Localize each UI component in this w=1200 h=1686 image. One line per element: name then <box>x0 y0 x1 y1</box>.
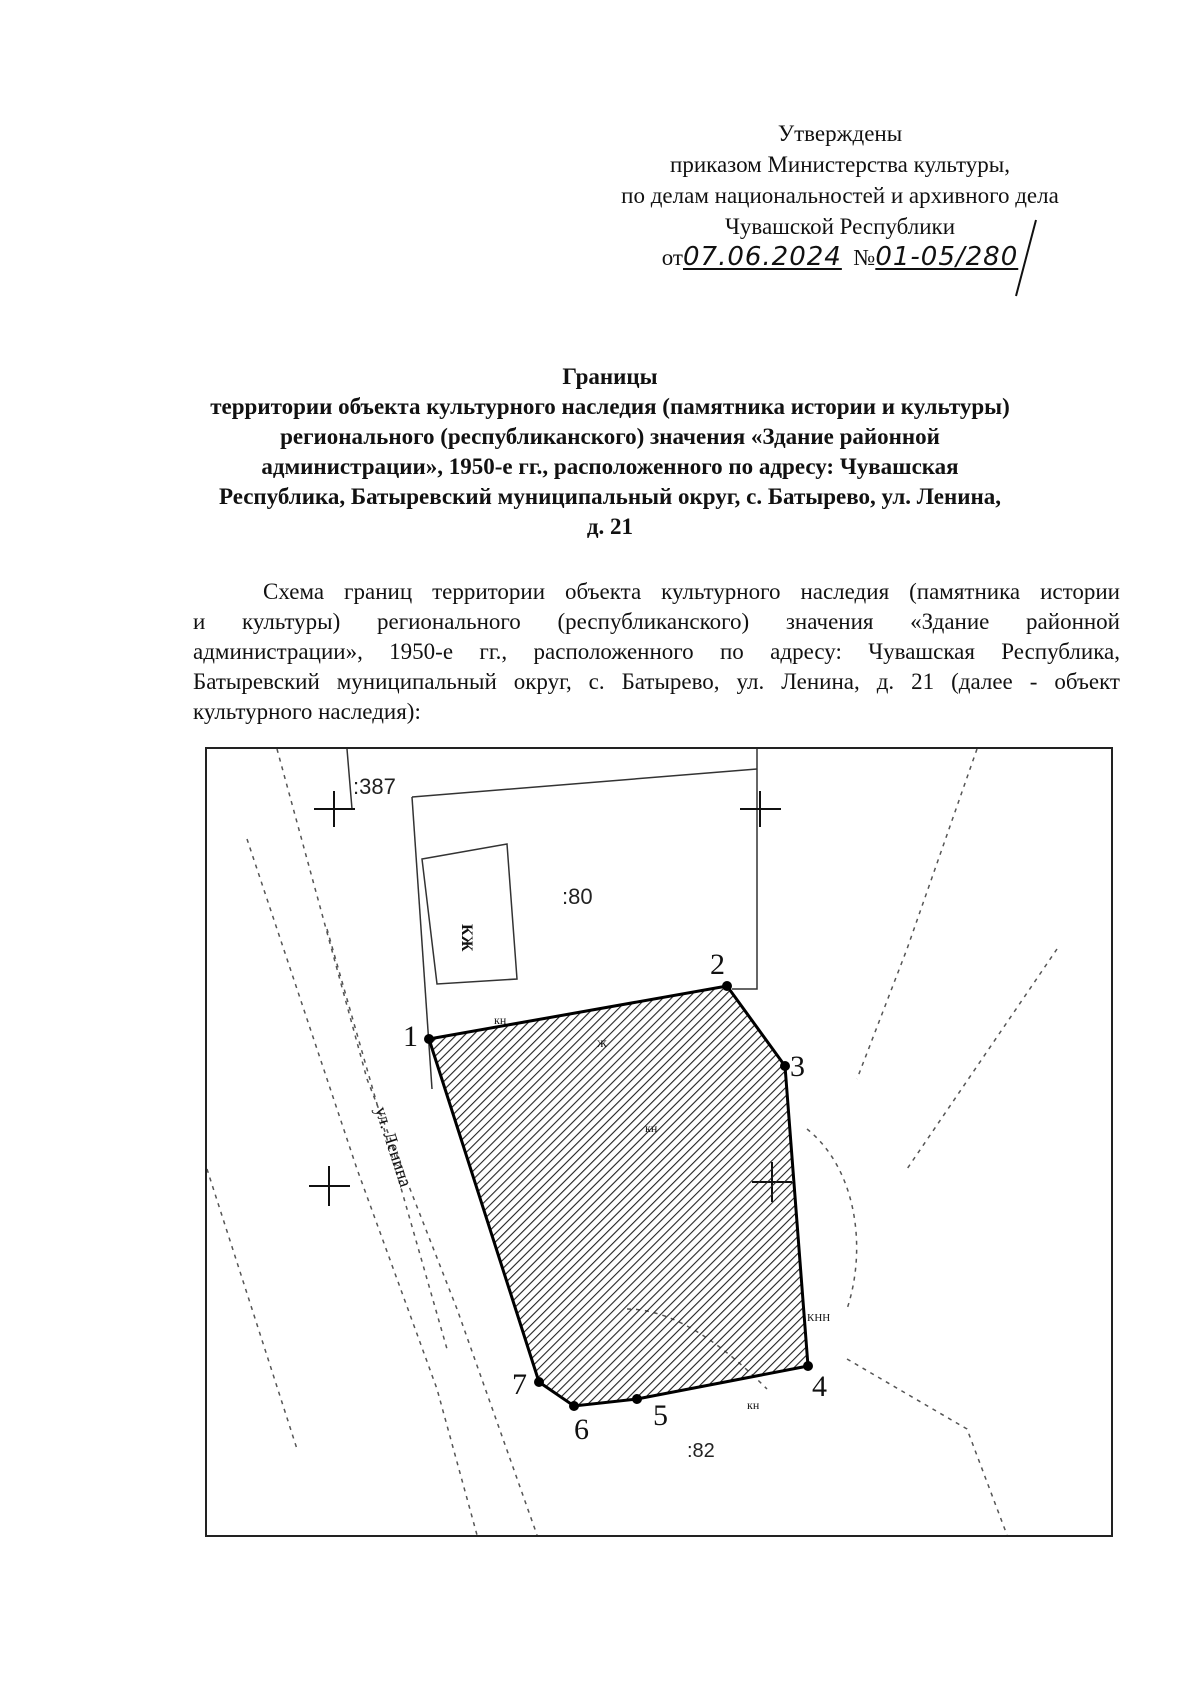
vertex-2 <box>722 981 732 991</box>
date-prefix: от <box>661 245 683 270</box>
vertex-1 <box>424 1034 434 1044</box>
para-line-2: и культуры) регионального (республиканского) значения «Здание районной <box>193 609 1120 634</box>
approval-line-3: по делам национальностей и архивного дела <box>621 183 1059 208</box>
vertex-label-4: 4 <box>812 1370 827 1403</box>
knn-label: КНН <box>807 1312 831 1324</box>
vertex-label-1: 1 <box>403 1020 418 1053</box>
order-date: 07.06.2024 <box>682 242 842 272</box>
order-number: 01-05/280 <box>875 242 1019 272</box>
title-line-2: территории объекта культурного наследия (памятника истории и культуры) <box>210 394 1010 419</box>
zh-label: ж <box>597 1036 607 1051</box>
parcel-label-80: :80 <box>562 884 593 909</box>
approval-line-1: Утверждены <box>777 121 903 146</box>
territory-boundary-polygon <box>429 986 808 1406</box>
boundary-scheme-map <box>205 747 1113 1537</box>
title-line-6: д. 21 <box>586 514 634 539</box>
signature-slash-icon <box>1010 218 1040 298</box>
number-prefix: № <box>853 245 876 270</box>
document-title <box>150 362 1070 542</box>
building-label-kzh: КЖ <box>458 924 475 952</box>
title-line-3: регионального (республиканского) значения «Здание районной <box>280 424 940 449</box>
approval-line-2: приказом Министерства культуры, <box>670 152 1010 177</box>
approval-line-4: Чувашской Республики <box>724 214 956 239</box>
title-line-4: администрации», 1950-е гг., расположенного по адресу: Чувашская <box>261 454 959 479</box>
para-line-3: администрации», 1950-е гг., расположенного по адресу: Чувашская Республика, <box>193 639 1120 664</box>
vertex-label-6: 6 <box>574 1413 589 1446</box>
vertex-3 <box>780 1061 790 1071</box>
map-canvas <box>207 749 1111 1535</box>
para-line-4: Батыревский муниципальный округ, с. Батырево, ул. Ленина, д. 21 (далее - объект <box>193 669 1120 694</box>
parcel-label-82: :82 <box>687 1440 715 1462</box>
kn-label-center: кн <box>645 1121 658 1135</box>
title-line-1: Границы <box>562 364 658 389</box>
vertex-label-3: 3 <box>790 1050 805 1083</box>
scheme-paragraph <box>193 577 1120 727</box>
para-line-5: культурного наследия): <box>193 699 421 724</box>
title-line-5: Республика, Батыревский муниципальный округ, с. Батырево, ул. Ленина, <box>218 484 1002 509</box>
parcel-label-387: :387 <box>353 774 396 799</box>
vertex-6 <box>569 1401 579 1411</box>
kn-label-top: кн <box>494 1013 507 1027</box>
kn-label-bottom: кн <box>747 1398 760 1412</box>
vertex-label-7: 7 <box>512 1368 527 1401</box>
vertex-label-2: 2 <box>710 948 725 981</box>
street-label: ул. Ленина <box>371 1104 416 1190</box>
vertex-7 <box>534 1377 544 1387</box>
vertex-label-5: 5 <box>653 1399 668 1432</box>
vertex-5 <box>632 1394 642 1404</box>
para-line-1: Схема границ территории объекта культурного наследия (памятника истории <box>263 579 1120 604</box>
